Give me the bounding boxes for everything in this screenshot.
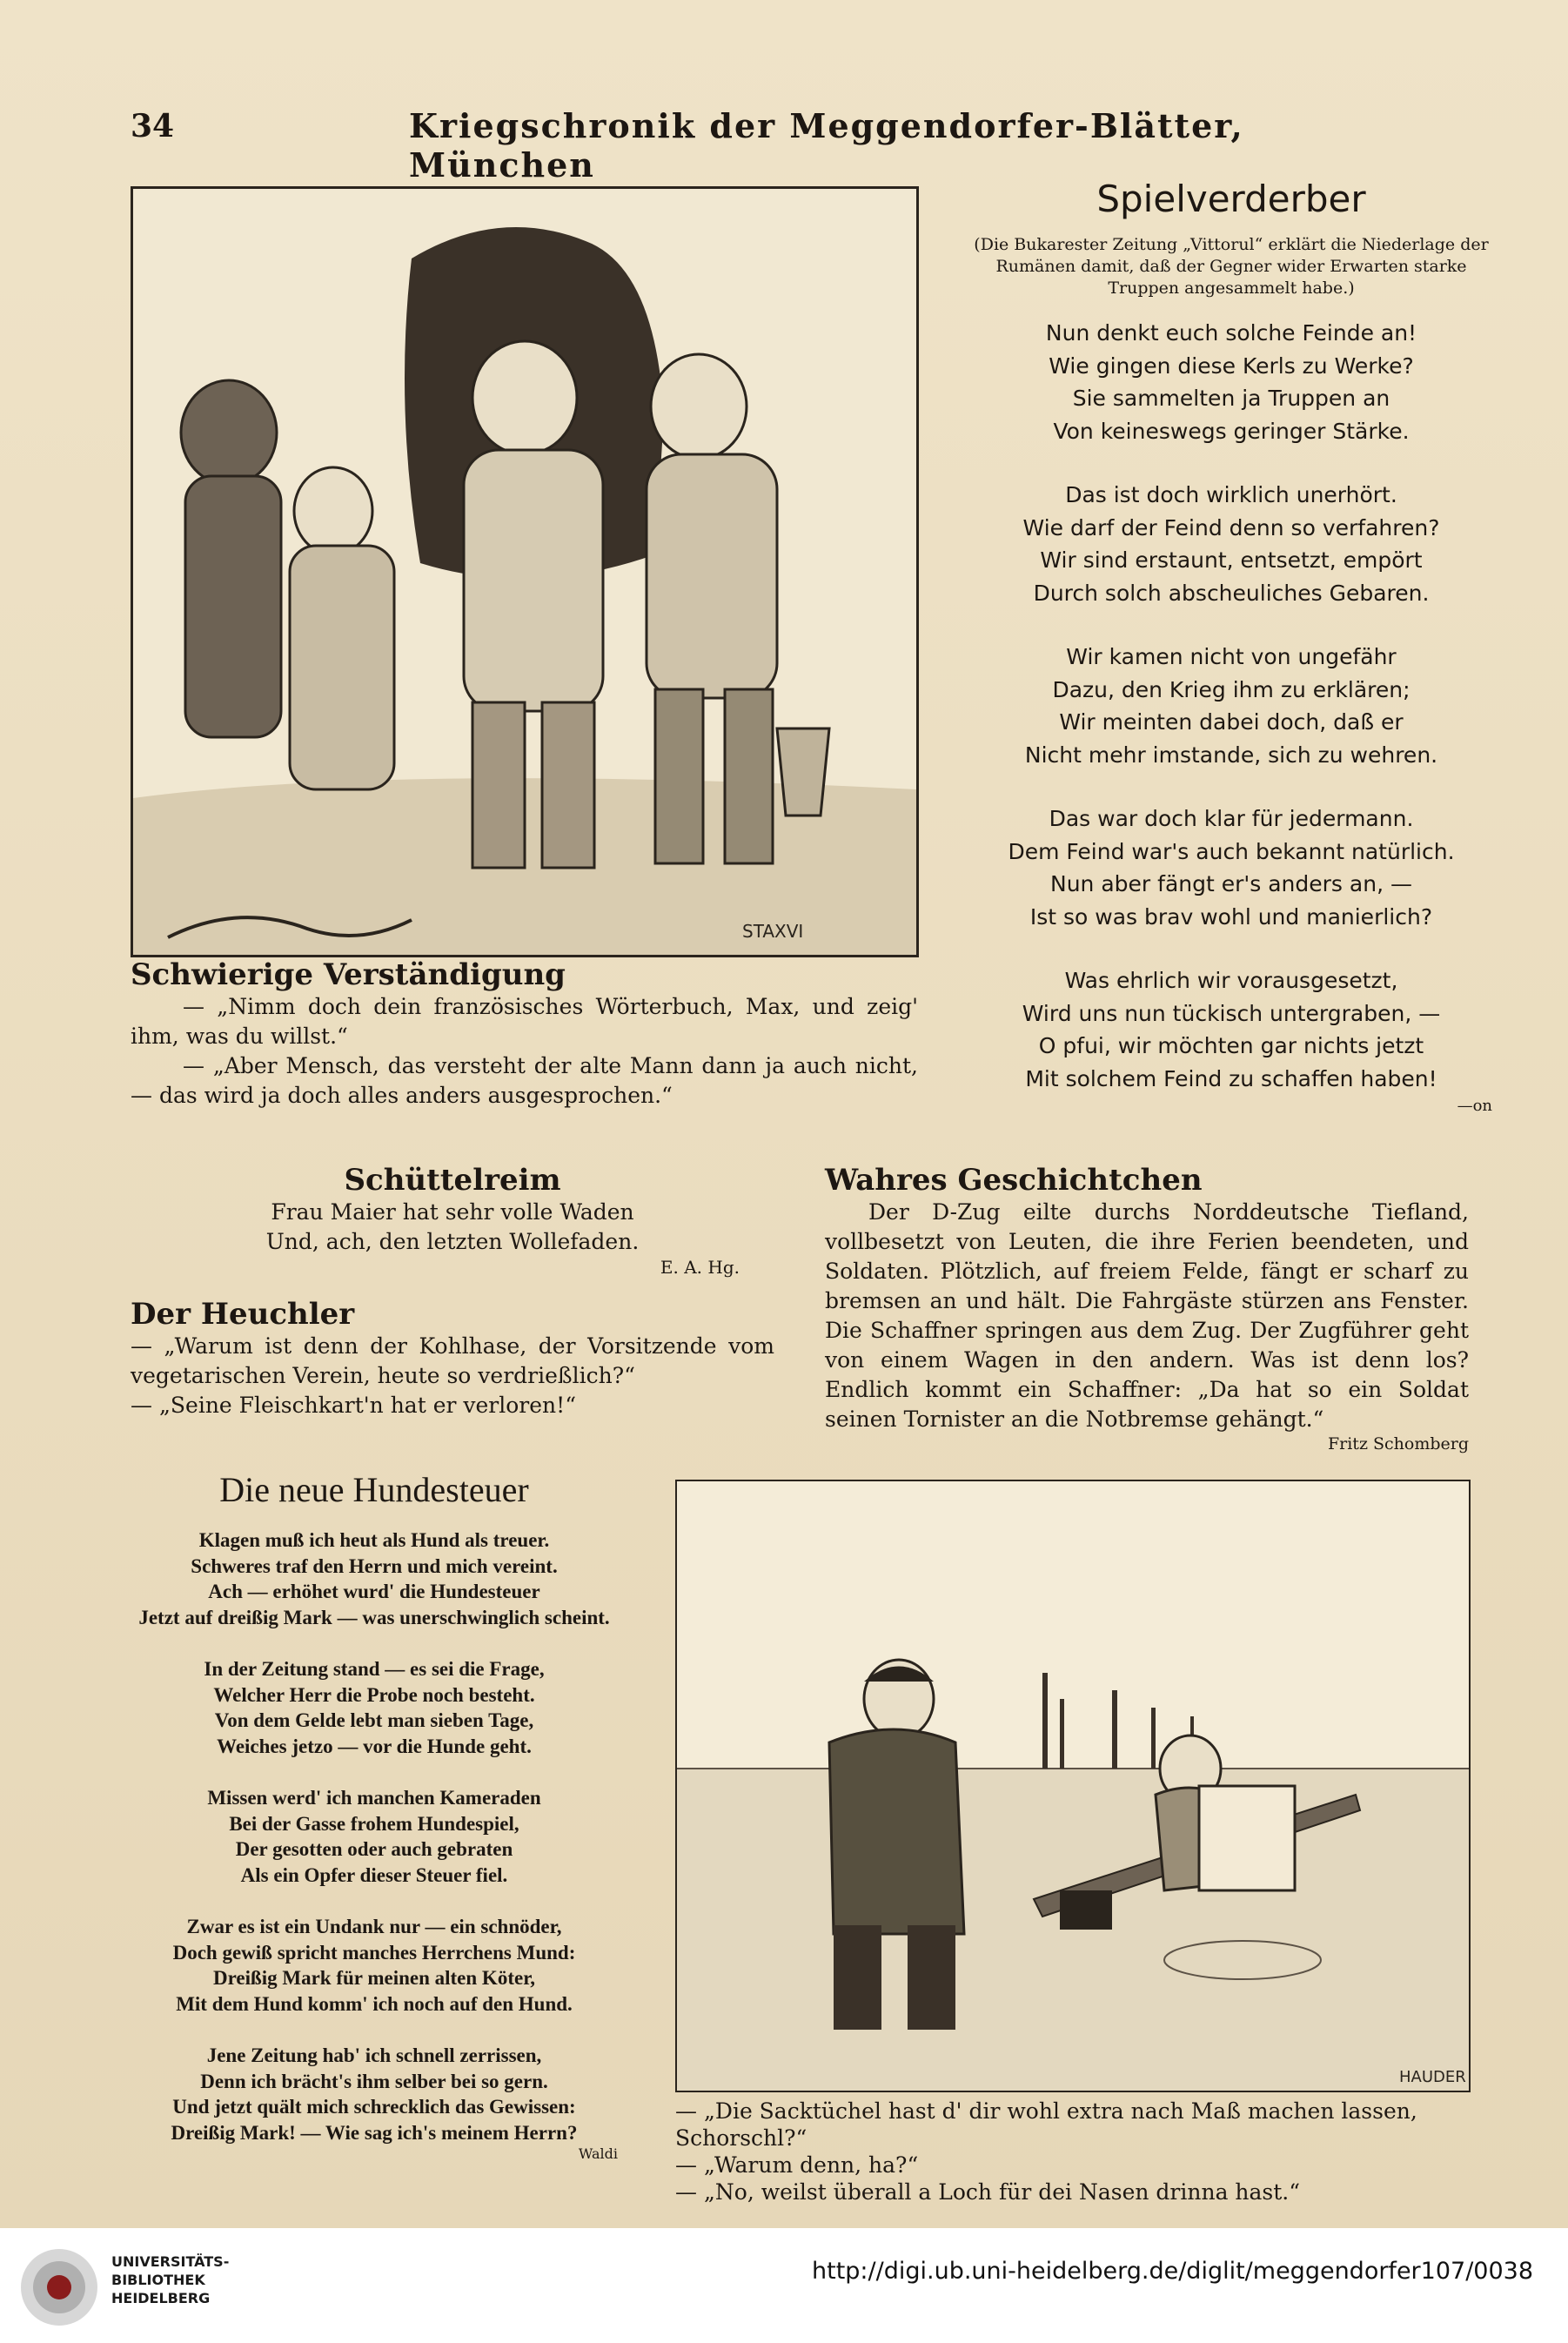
pond-drawing (677, 1481, 1469, 2091)
verse-line: Denn ich brächt's ihm selber bei so gern. (200, 2070, 548, 2092)
source-url-link[interactable]: http://digi.ub.uni-heidelberg.de/diglit/meggendorfer107/0038 (812, 2258, 1533, 2285)
stanza (970, 964, 1492, 1095)
spielverderber-note: (Die Bukarester Zeitung „Vittorul“ erklärt die Niederlage der Rumänen damit, daß der Gegner wider Erwarten starke Truppen angesammelt habe.) (974, 235, 1489, 298)
verse-line: Missen werd' ich manchen Kameraden (207, 1787, 541, 1809)
running-title: Kriegschronik der Meggendorfer-Blätter, München (409, 106, 1244, 185)
verse-line: Von keineswegs geringer Stärke. (1053, 418, 1410, 444)
reim-line: Frau Maier hat sehr volle Waden (271, 1199, 634, 1225)
verse-line: Zwar es ist ein Undank nur — ein schnöder, (186, 1916, 562, 1937)
verse-line: Als ein Opfer dieser Steuer fiel. (240, 1863, 508, 1886)
verse-line: Nun aber fängt er's anders an, — (1050, 871, 1412, 896)
stanza (970, 641, 1492, 771)
library-line: HEIDELBERG (111, 2290, 211, 2306)
verse-line: Welcher Herr die Probe noch besteht. (213, 1683, 535, 1706)
heuchler-section (131, 1297, 774, 1420)
illustration-signature: HAUDER (1399, 2068, 1466, 2086)
spielverderber-author: —on (1457, 1097, 1492, 1115)
schwierige-line: — „Aber Mensch, das versteht der alte Mann dann ja auch nicht, — das wird ja doch alles anders ausgesprochen.“ (131, 1053, 918, 1108)
verse-line: Mit solchem Feind zu schaffen haben! (1025, 1065, 1437, 1091)
viewer-footer (0, 2228, 1568, 2343)
library-line: UNIVERSITÄTS- (111, 2253, 230, 2270)
library-name (111, 2252, 229, 2307)
verse-line: Weiches jetzo — vor die Hunde geht. (217, 1735, 532, 1757)
verse-line: Wir meinten dabei doch, daß er (1059, 709, 1404, 735)
illustration-soldiers-cave (131, 186, 919, 957)
wahres-author: Fritz Schomberg (1327, 1434, 1469, 1453)
heuchler-line: — „Seine Fleischkart'n hat er verloren!“ (131, 1393, 576, 1418)
verse-line: Das ist doch wirklich unerhört. (1065, 482, 1397, 507)
verse-line: Wir kamen nicht von ungefähr (1066, 644, 1397, 669)
page-number: 34 (131, 108, 175, 144)
verse-line: Und jetzt quält mich schrecklich das Gewissen: (172, 2096, 576, 2118)
verse-line: Durch solch abscheuliches Gebaren. (1033, 580, 1430, 606)
pond-caption (675, 2098, 1476, 2205)
verse-line: Von dem Gelde lebt man sieben Tage, (214, 1709, 534, 1731)
verse-line: Ist so was brav wohl und manierlich? (1029, 903, 1433, 930)
hundesteuer-author: Waldi (578, 2145, 618, 2162)
spielverderber-section (970, 178, 1492, 1115)
illustration-signature: STAXVI (742, 921, 804, 942)
library-line: BIBLIOTHEK (111, 2272, 205, 2288)
spielverderber-title: Spielverderber (1096, 178, 1366, 220)
verse-line: Klagen muß ich heut als Hund als treuer. (198, 1529, 550, 1551)
verse-line: Wird uns nun tückisch untergraben, — (1022, 1000, 1441, 1026)
illustration-soldiers-pond (675, 1480, 1471, 2092)
verse-line: Nun denkt euch solche Feinde an! (1045, 320, 1417, 346)
schwierige-title: Schwierige Verständigung (131, 957, 566, 992)
verse-line: Nicht mehr imstande, sich zu wehren. (1024, 742, 1438, 768)
spielverderber-verses (970, 317, 1492, 1095)
verse-line: O pfui, wir möchten gar nichts jetzt (1038, 1033, 1424, 1058)
soldiers-drawing (133, 189, 916, 955)
caption-line: — „Warum denn, ha?“ (675, 2152, 919, 2178)
wahres-text: Der D-Zug eilte durchs Norddeutsche Tiefland, vollbesetzt von Leuten, die ihre Ferien beendeten, und Soldaten. Plötzlich, auf freiem Felde, fängt er scharf zu bremsen an und hält. Die Fahrgäste stürzen ans Fenster. Die Schaffner springen aus dem Zug. Der Zugführer geht von einem Wagen in den andern. Was ist denn los? Endlich kommt ein Schaffner: „Da hat so ein Soldat seinen Tornister an die Notbremse gehängt.“ (825, 1199, 1469, 1432)
verse-line: In der Zeitung stand — es sei die Frage, (204, 1658, 545, 1680)
stanza (131, 2043, 618, 2145)
stanza (970, 317, 1492, 447)
verse-line: Doch gewiß spricht manches Herrchens Mund: (172, 1941, 576, 1964)
stanza (131, 1914, 618, 2017)
schwierige-section (131, 957, 918, 1111)
verse-line: Ach — erhöhet wurd' die Hundesteuer (208, 1581, 540, 1602)
stanza (970, 479, 1492, 609)
heuchler-line: — „Warum ist denn der Kohlhase, der Vorsitzende vom vegetarischen Verein, heute so verdrießlich?“ (131, 1333, 774, 1388)
verse-line: Das war doch klar für jedermann. (1049, 806, 1414, 831)
verse-line: Mit dem Hund komm' ich noch auf den Hund. (176, 1992, 573, 2015)
reim-line: Und, ach, den letzten Wollefaden. (265, 1229, 640, 1254)
hundesteuer-section (131, 1469, 618, 2162)
verse-line: Wie gingen diese Kerls zu Werke? (1049, 352, 1414, 379)
caption-line: — „Die Sacktüchel hast d' dir wohl extra nach Maß machen lassen, Schorschl?“ (675, 2098, 1417, 2151)
verse-line: Sie sammelten ja Truppen an (1072, 386, 1390, 411)
verse-line: Dem Feind war's auch bekannt natürlich. (1008, 838, 1455, 864)
verse-line: Dazu, den Krieg ihm zu erklären; (1052, 676, 1411, 702)
verse-line: Wie darf der Feind denn so verfahren? (1022, 514, 1440, 540)
verse-line: Bei der Gasse frohem Hundespiel, (229, 1812, 519, 1835)
stanza (131, 1656, 618, 1759)
hundesteuer-verses (131, 1527, 618, 2145)
schuettelreim-section (131, 1163, 774, 1278)
verse-line: Der gesotten oder auch gebraten (235, 1838, 513, 1860)
verse-line: Dreißig Mark für meinen alten Köter, (212, 1967, 536, 1989)
wahres-title: Wahres Geschichtchen (825, 1163, 1203, 1198)
stanza (131, 1527, 618, 1630)
schwierige-line: — „Nimm doch dein französisches Wörterbuch, Max, und zeig' ihm, was du willst.“ (131, 994, 918, 1049)
wahres-section (825, 1163, 1469, 1453)
verse-line: Dreißig Mark! — Wie sag ich's meinem Herrn? (171, 2121, 578, 2144)
schuettelreim-title: Schüttelreim (344, 1163, 561, 1198)
stanza (131, 1785, 618, 1888)
verse-line: Wir sind erstaunt, entsetzt, empört (1040, 547, 1423, 573)
verse-line: Was ehrlich wir vorausgesetzt, (1064, 968, 1398, 993)
university-logo-icon (16, 2244, 103, 2331)
verse-line: Jetzt auf dreißig Mark — was unerschwinglich scheint. (138, 1606, 610, 1628)
stanza (970, 802, 1492, 933)
verse-line: Jene Zeitung hab' ich schnell zerrissen, (206, 2044, 542, 2066)
verse-line: Schweres traf den Herrn und mich vereint. (191, 1554, 558, 1577)
hundesteuer-title: Die neue Hundesteuer (219, 1470, 529, 1509)
caption-line: — „No, weilst überall a Loch für dei Nasen drinna hast.“ (675, 2179, 1301, 2205)
heuchler-title: Der Heuchler (131, 1297, 355, 1332)
schuettelreim-author: E. A. Hg. (660, 1257, 740, 1278)
